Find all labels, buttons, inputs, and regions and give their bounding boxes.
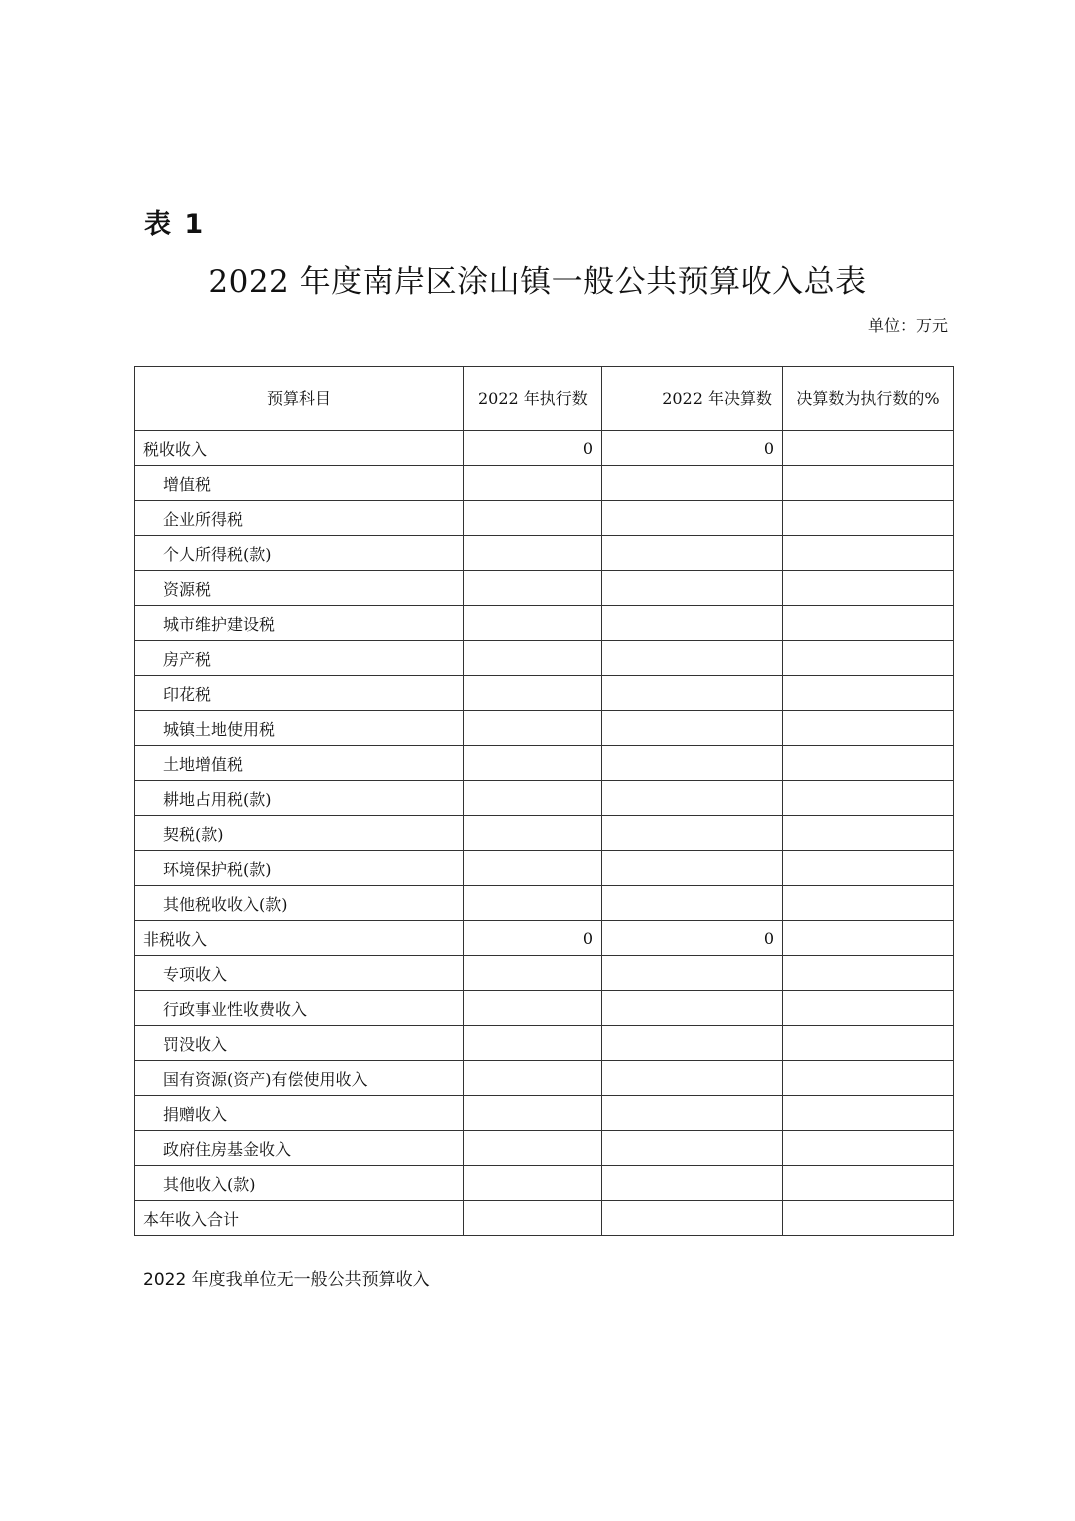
row-subject-cell: 城市维护建设税 xyxy=(135,606,464,641)
row-subject-cell: 企业所得税 xyxy=(135,501,464,536)
row-exec-cell xyxy=(464,1026,602,1061)
row-ratio-cell xyxy=(783,431,954,466)
row-final-cell xyxy=(602,1201,783,1236)
row-exec-cell: 0 xyxy=(464,921,602,956)
header-final-2022: 2022 年决算数 xyxy=(602,367,783,431)
footnote: 2022 年度我单位无一般公共预算收入 xyxy=(143,1270,430,1290)
row-final-cell: 0 xyxy=(602,921,783,956)
row-subject-cell: 契税(款) xyxy=(135,816,464,851)
row-final-cell xyxy=(602,1061,783,1096)
table-row xyxy=(135,1166,954,1201)
header-exec-2022: 2022 年执行数 xyxy=(464,367,602,431)
row-final-cell xyxy=(602,816,783,851)
row-exec-cell xyxy=(464,956,602,991)
table-row xyxy=(135,1061,954,1096)
row-subject-cell: 个人所得税(款) xyxy=(135,536,464,571)
row-subject-cell: 罚没收入 xyxy=(135,1026,464,1061)
table-row xyxy=(135,851,954,886)
table-row xyxy=(135,431,954,466)
table-row xyxy=(135,466,954,501)
row-final-cell xyxy=(602,886,783,921)
row-subject-cell: 税收收入 xyxy=(135,431,464,466)
table-row xyxy=(135,641,954,676)
row-ratio-cell xyxy=(783,746,954,781)
row-ratio-cell xyxy=(783,816,954,851)
table-row xyxy=(135,956,954,991)
row-final-cell xyxy=(602,466,783,501)
table-row xyxy=(135,991,954,1026)
row-ratio-cell xyxy=(783,991,954,1026)
table-row xyxy=(135,746,954,781)
row-ratio-cell xyxy=(783,886,954,921)
table-row xyxy=(135,676,954,711)
table-row xyxy=(135,536,954,571)
row-ratio-cell xyxy=(783,1131,954,1166)
row-ratio-cell xyxy=(783,956,954,991)
table-body xyxy=(135,431,954,1236)
row-ratio-cell xyxy=(783,501,954,536)
row-final-cell xyxy=(602,851,783,886)
table-row xyxy=(135,606,954,641)
table-row xyxy=(135,1201,954,1236)
row-final-cell xyxy=(602,781,783,816)
table-row xyxy=(135,886,954,921)
row-subject-cell: 其他收入(款) xyxy=(135,1166,464,1201)
row-exec-cell xyxy=(464,1131,602,1166)
row-ratio-cell xyxy=(783,536,954,571)
table-row xyxy=(135,921,954,956)
row-subject-cell: 本年收入合计 xyxy=(135,1201,464,1236)
table-row xyxy=(135,1131,954,1166)
row-subject-cell: 专项收入 xyxy=(135,956,464,991)
row-ratio-cell xyxy=(783,1201,954,1236)
row-subject-cell: 政府住房基金收入 xyxy=(135,1131,464,1166)
row-subject-cell: 印花税 xyxy=(135,676,464,711)
row-ratio-cell xyxy=(783,1096,954,1131)
table-row xyxy=(135,816,954,851)
row-exec-cell xyxy=(464,676,602,711)
row-subject-cell: 城镇土地使用税 xyxy=(135,711,464,746)
row-exec-cell xyxy=(464,536,602,571)
table-header-row xyxy=(135,367,954,431)
row-final-cell xyxy=(602,501,783,536)
table-row xyxy=(135,781,954,816)
row-subject-cell: 增值税 xyxy=(135,466,464,501)
row-exec-cell xyxy=(464,1061,602,1096)
row-final-cell xyxy=(602,676,783,711)
header-budget-subject: 预算科目 xyxy=(135,367,464,431)
unit-label: 单位：万元 xyxy=(868,316,949,335)
row-final-cell xyxy=(602,991,783,1026)
row-ratio-cell xyxy=(783,921,954,956)
table-row xyxy=(135,501,954,536)
row-final-cell xyxy=(602,536,783,571)
row-exec-cell xyxy=(464,501,602,536)
row-exec-cell xyxy=(464,641,602,676)
row-ratio-cell xyxy=(783,1061,954,1096)
table-row xyxy=(135,1096,954,1131)
row-subject-cell: 耕地占用税(款) xyxy=(135,781,464,816)
row-final-cell: 0 xyxy=(602,431,783,466)
row-ratio-cell xyxy=(783,641,954,676)
row-exec-cell xyxy=(464,1166,602,1201)
row-ratio-cell xyxy=(783,571,954,606)
row-ratio-cell xyxy=(783,781,954,816)
row-final-cell xyxy=(602,1131,783,1166)
row-subject-cell: 房产税 xyxy=(135,641,464,676)
budget-revenue-table xyxy=(134,366,954,1236)
row-ratio-cell xyxy=(783,676,954,711)
row-exec-cell xyxy=(464,571,602,606)
row-subject-cell: 行政事业性收费收入 xyxy=(135,991,464,1026)
row-ratio-cell xyxy=(783,466,954,501)
row-final-cell xyxy=(602,1026,783,1061)
row-final-cell xyxy=(602,571,783,606)
row-ratio-cell xyxy=(783,1026,954,1061)
row-ratio-cell xyxy=(783,711,954,746)
row-exec-cell: 0 xyxy=(464,431,602,466)
row-final-cell xyxy=(602,641,783,676)
row-subject-cell: 环境保护税(款) xyxy=(135,851,464,886)
row-exec-cell xyxy=(464,781,602,816)
row-subject-cell: 捐赠收入 xyxy=(135,1096,464,1131)
table-row xyxy=(135,571,954,606)
row-ratio-cell xyxy=(783,1166,954,1201)
row-exec-cell xyxy=(464,711,602,746)
document-title: 2022 年度南岸区涂山镇一般公共预算收入总表 xyxy=(208,264,867,300)
row-exec-cell xyxy=(464,1096,602,1131)
row-final-cell xyxy=(602,956,783,991)
row-ratio-cell xyxy=(783,851,954,886)
row-final-cell xyxy=(602,711,783,746)
row-subject-cell: 其他税收收入(款) xyxy=(135,886,464,921)
row-final-cell xyxy=(602,746,783,781)
row-ratio-cell xyxy=(783,606,954,641)
row-subject-cell: 国有资源(资产)有偿使用收入 xyxy=(135,1061,464,1096)
table-row xyxy=(135,1026,954,1061)
row-subject-cell: 土地增值税 xyxy=(135,746,464,781)
row-final-cell xyxy=(602,1166,783,1201)
row-exec-cell xyxy=(464,816,602,851)
row-exec-cell xyxy=(464,1201,602,1236)
row-exec-cell xyxy=(464,466,602,501)
row-subject-cell: 非税收入 xyxy=(135,921,464,956)
row-final-cell xyxy=(602,1096,783,1131)
header-ratio-percent: 决算数为执行数的% xyxy=(783,367,954,431)
row-subject-cell: 资源税 xyxy=(135,571,464,606)
row-exec-cell xyxy=(464,851,602,886)
row-exec-cell xyxy=(464,606,602,641)
row-final-cell xyxy=(602,606,783,641)
table-row xyxy=(135,711,954,746)
row-exec-cell xyxy=(464,991,602,1026)
row-exec-cell xyxy=(464,886,602,921)
table-number-label: 表 1 xyxy=(144,209,206,240)
row-exec-cell xyxy=(464,746,602,781)
